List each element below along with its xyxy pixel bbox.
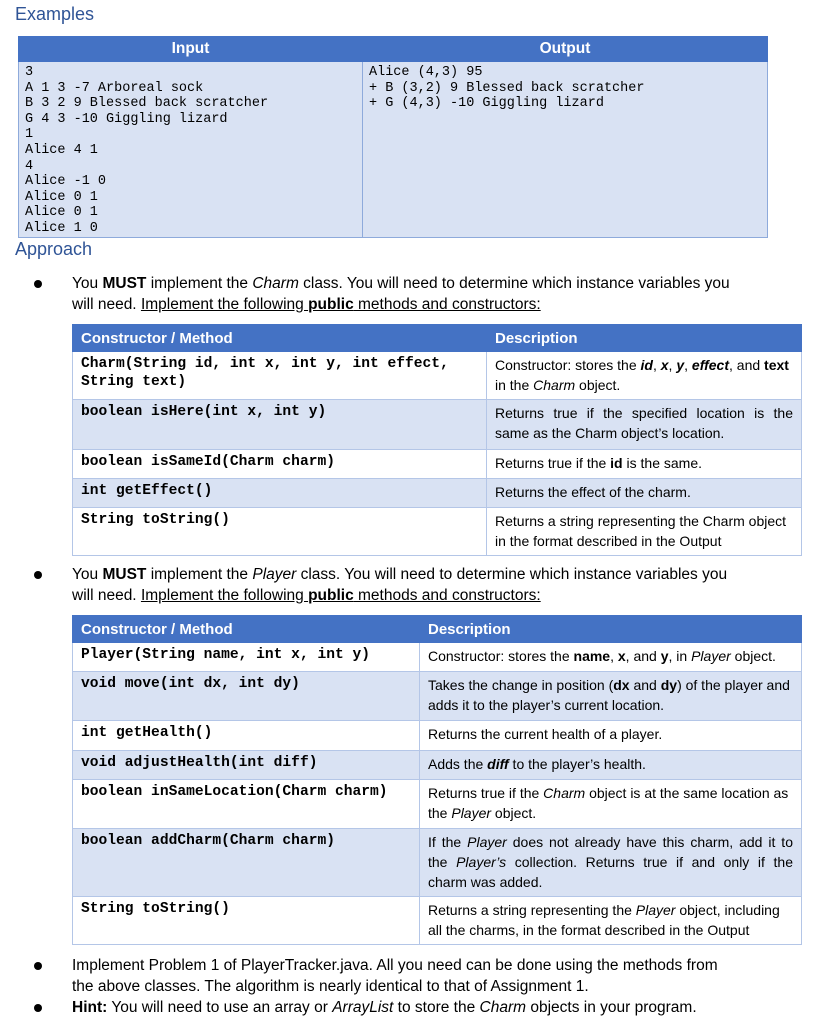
bullet-dot xyxy=(34,571,42,579)
method-signature: void adjustHealth(int diff) xyxy=(73,751,420,780)
table-row xyxy=(73,751,802,780)
input-line: A 1 3 -7 Arboreal sock xyxy=(25,80,204,96)
method-signature: String toString() xyxy=(73,897,420,945)
column-header: Constructor / Method xyxy=(73,616,420,643)
examples-table xyxy=(18,36,768,238)
method-description: Constructor: stores the name, x, and y, in Player object. xyxy=(420,643,802,672)
table-row xyxy=(73,721,802,751)
method-description: Returns a string representing the Player object, including all the charms, in the format described in the Output xyxy=(420,897,802,945)
table-row xyxy=(73,897,802,945)
method-signature: Player(String name, int x, int y) xyxy=(73,643,420,672)
player-methods-table xyxy=(72,615,802,945)
method-description: If the Player does not already have this charm, add it to the Player’s collection. Returns true if and only if the charm was added. xyxy=(420,829,802,897)
table-row xyxy=(73,672,802,721)
bullet-dot xyxy=(34,280,42,288)
method-signature: boolean isHere(int x, int y) xyxy=(73,400,487,450)
method-description: Returns a string representing the Charm object in the format described in the Output xyxy=(487,508,802,556)
input-cell xyxy=(19,62,363,238)
approach-heading: Approach xyxy=(15,239,93,259)
method-signature: void move(int dx, int dy) xyxy=(73,672,420,721)
input-line: 3 xyxy=(25,65,34,80)
method-signature: boolean inSameLocation(Charm charm) xyxy=(73,780,420,829)
output-line: Alice (4,3) 95 xyxy=(369,65,483,80)
method-description: Constructor: stores the id, x, y, effect, and text in the Charm object. xyxy=(487,352,802,400)
bullet-dot xyxy=(34,962,42,970)
input-line: Alice -1 0 xyxy=(25,174,107,190)
method-description: Returns true if the id is the same. xyxy=(487,450,802,479)
input-line: 1 xyxy=(25,127,34,143)
table-row xyxy=(73,450,802,479)
output-line: + B (3,2) 9 Blessed back scratcher xyxy=(369,80,645,96)
bullet-implement-problem: Implement Problem 1 of PlayerTracker.java. All you need can be done using the methods from the above classes. The algorithm is nearly identical to that of Assignment 1. xyxy=(72,957,718,995)
table-row xyxy=(73,508,802,556)
table-row xyxy=(73,352,802,400)
method-description: Adds the diff to the player’s health. xyxy=(420,751,802,780)
method-signature: int getEffect() xyxy=(73,479,487,508)
input-line: 4 xyxy=(25,158,34,174)
method-signature: String toString() xyxy=(73,508,487,556)
method-signature: boolean isSameId(Charm charm) xyxy=(73,450,487,479)
method-description: Returns true if the specified location is the same as the Charm object’s location. xyxy=(487,400,802,450)
charm-methods-table xyxy=(72,324,802,556)
input-line: Alice 1 0 xyxy=(25,220,98,236)
examples-heading: Examples xyxy=(15,4,95,24)
table-row xyxy=(73,829,802,897)
output-cell xyxy=(363,62,768,238)
bullet-dot xyxy=(34,1004,42,1012)
table-row xyxy=(73,780,802,829)
input-line: G 4 3 -10 Giggling lizard xyxy=(25,111,228,127)
input-line: Alice 0 1 xyxy=(25,189,98,205)
table-row xyxy=(73,400,802,450)
method-description: Returns the effect of the charm. xyxy=(487,479,802,508)
table-row xyxy=(73,643,802,672)
output-line: + G (4,3) -10 Giggling lizard xyxy=(369,96,604,112)
column-header: Constructor / Method xyxy=(73,325,487,352)
table-row xyxy=(73,479,802,508)
method-signature: boolean addCharm(Charm charm) xyxy=(73,829,420,897)
output-header: Output xyxy=(363,37,768,62)
method-signature: int getHealth() xyxy=(73,721,420,751)
bullet-charm-intro: You MUST implement the Charm class. You will need to determine which instance variables you will need. Implement the following public methods and constructors: xyxy=(72,275,730,313)
method-description: Returns true if the Charm object is at the same location as the Player object. xyxy=(420,780,802,829)
method-description: Takes the change in position (dx and dy) of the player and adds it to the player’s current location. xyxy=(420,672,802,721)
input-line: B 3 2 9 Blessed back scratcher xyxy=(25,96,269,112)
method-description: Returns the current health of a player. xyxy=(420,721,802,751)
bullet-hint: Hint: You will need to use an array or ArrayList to store the Charm objects in your program. xyxy=(72,999,697,1016)
input-header: Input xyxy=(19,37,363,62)
method-signature: Charm(String id, int x, int y, int effect, String text) xyxy=(73,352,487,400)
input-line: Alice 4 1 xyxy=(25,142,98,158)
column-header: Description xyxy=(420,616,802,643)
input-line: Alice 0 1 xyxy=(25,205,98,221)
column-header: Description xyxy=(487,325,802,352)
bullet-player-intro: You MUST implement the Player class. You will need to determine which instance variables you will need. Implement the following public methods and constructors: xyxy=(72,566,728,604)
